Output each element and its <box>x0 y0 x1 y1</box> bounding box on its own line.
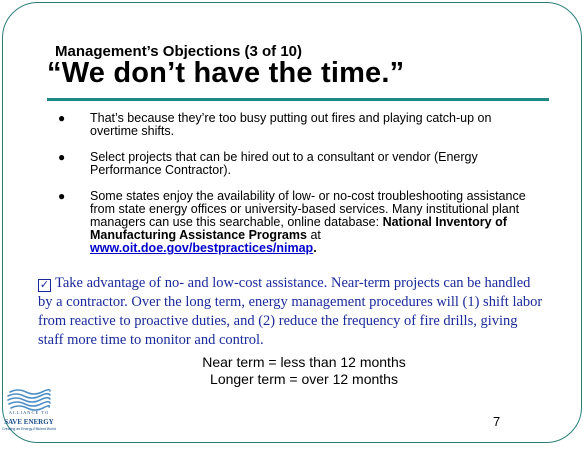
title-divider <box>47 98 549 101</box>
bullet-icon: ● <box>58 189 66 203</box>
bullet-end: . <box>313 241 317 255</box>
nimap-link[interactable]: www.oit.doe.gov/bestpractices/nimap <box>90 241 314 255</box>
bullet-text-after: at <box>306 228 321 242</box>
logo-line1: ALLIANCE TO <box>8 410 50 415</box>
bullet-text: That’s because they’re too busy putting out fires and playing catch-up on overtime shifts. <box>90 111 492 138</box>
bullet-icon: ● <box>58 150 66 164</box>
longer-term-label: Longer term = over 12 months <box>210 371 398 387</box>
bullet-list <box>58 112 528 268</box>
slide-subtitle: Management’s Objections (3 of 10) <box>55 43 302 60</box>
bullet-item <box>58 112 528 138</box>
bullet-icon: ● <box>58 111 66 125</box>
terms-block <box>0 354 588 388</box>
logo-tagline: Creating an Energy-Efficient World <box>2 427 56 431</box>
near-term-label: Near term = less than 12 months <box>202 354 406 370</box>
bullet-text: Select projects that can be hired out to a consultant or vendor (Energy Performance Contractor). <box>90 150 478 177</box>
database-name: National Inventory of Manufacturing Assistance Programs <box>90 215 507 242</box>
bullet-item <box>58 190 528 255</box>
bullet-text: Some states enjoy the availability of low- or no-cost troubleshooting assistance from state energy offices or university-based services. Many institutional plant managers can use this searchable, online database: <box>90 189 526 229</box>
checkbox-icon: ✓ <box>39 278 50 291</box>
bullet-item <box>58 151 528 177</box>
callout-text-block <box>38 274 543 350</box>
callout-text: Take advantage of no- and low-cost assistance. Near-term projects can be handled by a contractor. Over the long term, energy management procedures will (1) shift labor from reactive to proactive duties, and (2) reduce the frequency of fire drills, giving staff more time to monitor and control. <box>38 275 543 348</box>
page-number: 7 <box>493 414 501 429</box>
slide-title: “We don’t have the time.” <box>47 57 405 89</box>
logo-line2: SAVE ENERGY <box>4 418 54 426</box>
